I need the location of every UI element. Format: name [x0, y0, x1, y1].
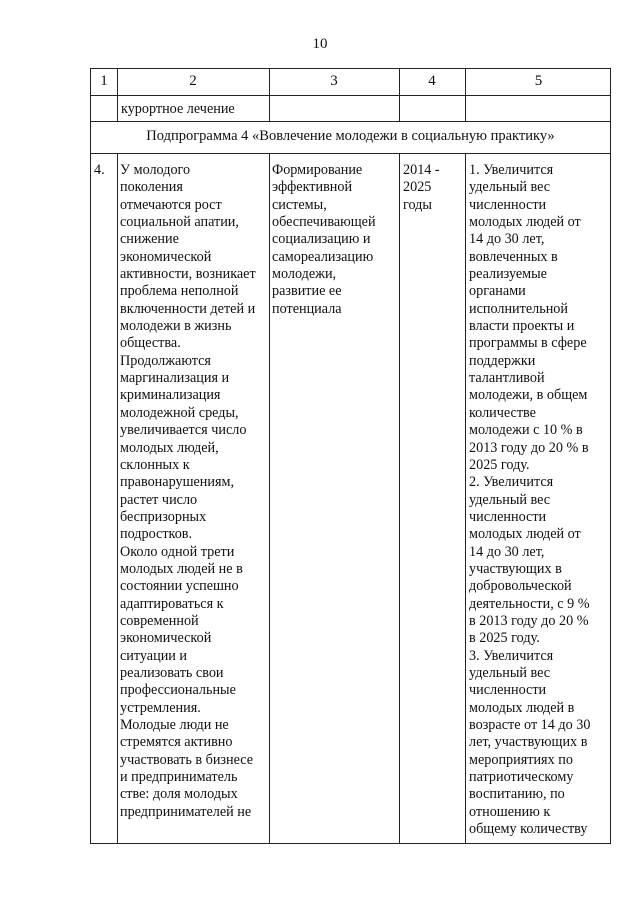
column-divider-1-body — [117, 153, 118, 843]
header-row-divider — [91, 95, 610, 96]
subprogram-row-divider — [91, 153, 610, 154]
header-col-2: 2 — [189, 73, 197, 89]
column-divider-3-body — [399, 153, 400, 843]
subprogram-title: Подпрограмма 4 «Вовлечение молодежи в социальную практику» — [146, 128, 555, 144]
continued-row-text: курортное лечение — [121, 101, 235, 117]
problem-text: У молодого поколения отмечаются рост социальной апатии, снижение экономической активности, возникает проблема неполной включенности детей и молодежи в жизнь общества. Продолжаются маргинализация и криминализация молодежной среды, увеличивается число молодых людей, склонных к правонарушениям, растет число беспризорных подростков. Около одной трети молодых людей не в состоянии успешно адаптироваться к современной экономической ситуации и реализовать свои профессиональные устремления. Молодые люди не стремятся активно участвовать в бизнесе и предприниматель стве: доля молодых предпринимателей не — [120, 162, 256, 820]
header-col-1: 1 — [100, 73, 108, 89]
results-text: 1. Увеличится удельный вес численности молодых людей от 14 до 30 лет, вовлеченных в реализуемые органами исполнительной власти проекты и программы в сфере поддержки талантливой молодежи, в общем количестве молодежи с 10 % в 2013 году до 20 % в 2025 году. 2. Увеличится удельный вес численности молодых людей от 14 до 30 лет, участвующих в добровольческой деятельности, с 9 % в 2013 году до 20 % в 2025 году. 3. Увеличится удельный вес численности молодых людей в возрасте от 14 до 30 лет, участвующих в мероприятиях по патриотическому воспитанию, по отношению к общему количеству — [469, 162, 591, 838]
row-number: 4. — [94, 162, 105, 178]
period-text: 2014 - 2025 годы — [403, 162, 440, 213]
goal-text: Формирование эффективной системы, обеспечивающей социализацию и самореализацию молодежи, развитие ее потенциала — [272, 162, 376, 317]
page-number: 10 — [312, 36, 328, 52]
program-table — [90, 68, 611, 844]
header-col-4: 4 — [428, 73, 436, 89]
column-divider-4-body — [465, 153, 466, 843]
header-col-3: 3 — [330, 73, 338, 89]
header-col-5: 5 — [534, 73, 543, 89]
continued-row-divider — [91, 121, 610, 122]
